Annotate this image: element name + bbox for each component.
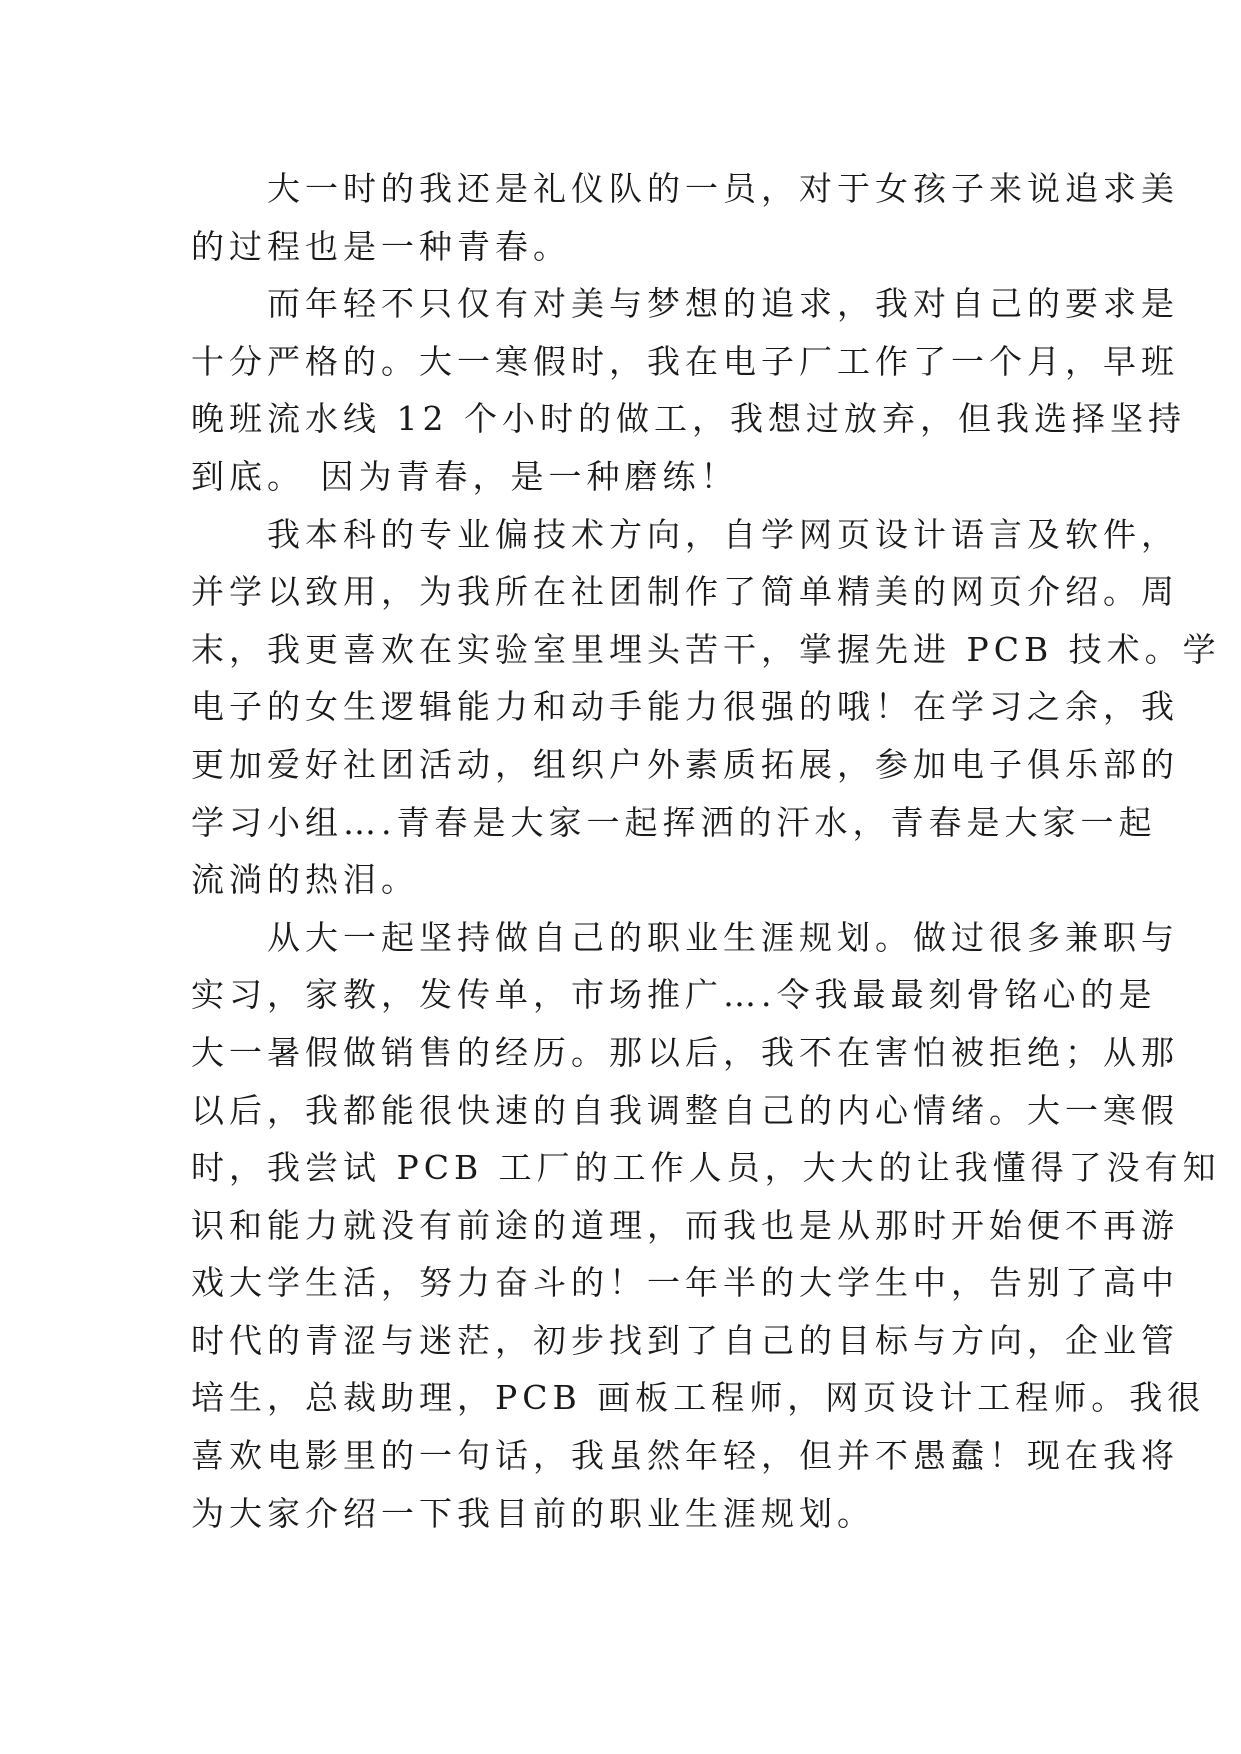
text-line: 更加爱好社团活动，组织户外素质拓展，参加电子俱乐部的 [191, 744, 1179, 784]
paragraph-2 [191, 275, 1186, 505]
document-body [191, 160, 1221, 1542]
text-line: 流淌的热泪。 [191, 860, 419, 900]
text-line: 时代的青涩与迷茫，初步找到了自己的目标与方向，企业管 [191, 1320, 1179, 1360]
text-line: 电子的女生逻辑能力和动手能力很强的哦！在学习之余，我 [191, 687, 1179, 727]
text-line: 从大一起坚持做自己的职业生涯规划。做过很多兼职与 [191, 917, 1179, 957]
text-line: 到底。 因为青春，是一种磨练！ [191, 456, 739, 496]
text-line: 学习小组….青春是大家一起挥洒的汗水，青春是大家一起 [191, 802, 1157, 842]
text-line: 识和能力就没有前途的道理，而我也是从那时开始便不再游 [191, 1205, 1179, 1245]
text-line: 我本科的专业偏技术方向，自学网页设计语言及软件， [191, 514, 1179, 554]
text-line: 大一暑假做销售的经历。那以后，我不在害怕被拒绝；从那 [191, 1032, 1179, 1072]
text-line: 喜欢电影里的一句话，我虽然年轻，但并不愚蠢！现在我将 [191, 1436, 1179, 1476]
paragraph-4 [191, 909, 1221, 1543]
text-line: 晚班流水线 12 个小时的做工，我想过放弃，但我选择坚持 [191, 399, 1186, 439]
text-line: 而年轻不只仅有对美与梦想的追求，我对自己的要求是 [191, 284, 1179, 324]
text-line: 末，我更喜欢在实验室里埋头苦干，掌握先进 PCB 技术。学 [191, 629, 1221, 669]
text-line: 并学以致用，为我所在社团制作了简单精美的网页介绍。周 [191, 572, 1179, 612]
text-line: 为大家介绍一下我目前的职业生涯规划。 [191, 1493, 875, 1533]
text-line: 十分严格的。大一寒假时，我在电子厂工作了一个月，早班 [191, 341, 1179, 381]
text-line: 的过程也是一种青春。 [191, 226, 571, 266]
text-line: 戏大学生活，努力奋斗的！一年半的大学生中，告别了高中 [191, 1263, 1179, 1303]
paragraph-1 [191, 160, 1179, 275]
text-line: 以后，我都能很快速的自我调整自己的内心情绪。大一寒假 [191, 1090, 1179, 1130]
text-line: 大一时的我还是礼仪队的一员，对于女孩子来说追求美 [191, 169, 1179, 208]
paragraph-3 [191, 506, 1221, 909]
text-line: 时，我尝试 PCB 工厂的工作人员，大大的让我懂得了没有知 [191, 1148, 1221, 1188]
text-line: 实习，家教，发传单，市场推广….令我最最刻骨铭心的是 [191, 975, 1157, 1015]
text-line: 培生，总裁助理，PCB 画板工程师，网页设计工程师。我很 [191, 1378, 1206, 1418]
